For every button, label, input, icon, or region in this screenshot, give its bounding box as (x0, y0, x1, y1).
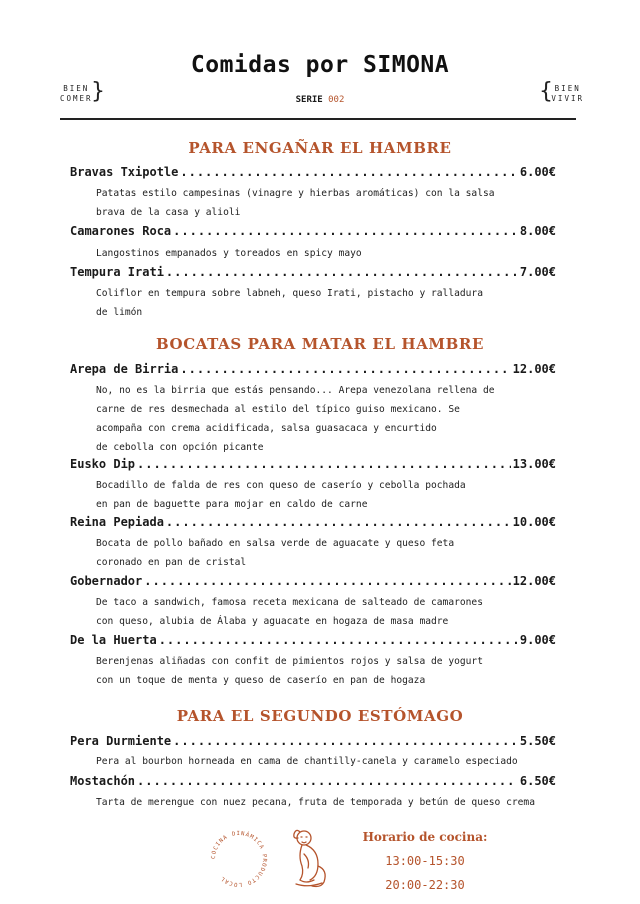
item-description: Coliflor en tempura sobre labneh, queso Irati, pistacho y ralladura de limón (96, 288, 483, 318)
item-description: No, no es la birria que estás pensando... Arepa venezolana rellena de carne de res desmechada al estilo del típico guiso mexicano. Se acompaña con crema acidificada, salsa guasacaca y encurtido de cebolla con opción picante (96, 385, 495, 453)
cocina-dinamica-logo-icon (200, 826, 278, 892)
item-price: 6.00€ (519, 165, 556, 179)
item-price: 7.00€ (519, 265, 556, 279)
leader-dots (159, 633, 518, 647)
section-title: BOCATAS PARA MATAR EL HAMBRE (155, 335, 485, 353)
serie-label: SERIE 002 (295, 95, 345, 105)
leader-dots (166, 265, 518, 279)
logo-ring-text: COCINA DINÁMICA PRODUCTO LOCAL (210, 830, 268, 888)
item-description: Bocadillo de falda de res con queso de caserío y cebolla pochada en pan de baguette para mojar en caldo de carne (96, 480, 466, 510)
item-description: Langostinos empanados y toreados en spicy mayo (96, 248, 362, 259)
menu-item (70, 165, 556, 179)
item-description: De taco a sandwich, famosa receta mexicana de salteado de camarones con queso, alubia de Álaba y aguacate en hogaza de masa madre (96, 597, 483, 627)
item-price: 12.00€ (512, 362, 556, 376)
item-name: Bravas Txipotle (70, 165, 179, 179)
menu-item (70, 362, 556, 376)
item-description: Pera al bourbon horneada en cama de chantilly-canela y caramelo especiado (96, 756, 518, 767)
item-price: 6.50€ (519, 774, 556, 788)
leader-dots (173, 734, 518, 748)
page-title: Comidas por SIMONA (190, 52, 450, 78)
section-title: PARA EL SEGUNDO ESTÓMAGO (176, 707, 464, 725)
svg-text:COCINA DINÁMICA PRODUCTO LOCAL (211, 831, 267, 887)
hours-title: Horario de cocina: (362, 830, 488, 844)
item-price: 13.00€ (512, 457, 556, 471)
menu-item (70, 515, 556, 529)
item-description: Patatas estilo campesinas (vinagre y hierbas aromáticas) con la salsa brava de la casa y alioli (96, 188, 495, 218)
menu-item (70, 633, 556, 647)
item-name: De la Huerta (70, 633, 157, 647)
kitchen-hours (340, 830, 510, 892)
item-price: 5.50€ (519, 734, 556, 748)
leader-dots (137, 457, 511, 471)
header-divider (60, 118, 576, 120)
leader-dots (180, 362, 510, 376)
item-description: Berenjenas aliñadas con confit de pimientos rojos y salsa de yogurt con un toque de menta y queso de caserío en pan de hogaza (96, 656, 483, 686)
leader-dots (137, 774, 518, 788)
menu-item (70, 734, 556, 748)
monkey-logo-icon (288, 826, 332, 892)
item-name: Pera Durmiente (70, 734, 172, 748)
bien-comer-tag: BIEN COMER } (60, 79, 105, 104)
item-description: Tarta de merengue con nuez pecana, fruta de temporada y betún de queso crema (96, 797, 535, 808)
menu-item (70, 457, 556, 471)
item-name: Reina Pepiada (70, 515, 164, 529)
item-name: Gobernador (70, 574, 143, 588)
item-price: 10.00€ (512, 515, 556, 529)
hours-lunch: 13:00-15:30 (385, 854, 465, 868)
menu-item (70, 574, 556, 588)
item-name: Mostachón (70, 774, 136, 788)
menu-item (70, 265, 556, 279)
item-price: 9.00€ (519, 633, 556, 647)
hours-dinner: 20:00-22:30 (385, 878, 465, 892)
leader-dots (173, 224, 518, 238)
item-name: Eusko Dip (70, 457, 136, 471)
leader-dots (166, 515, 511, 529)
section-title: PARA ENGAÑAR EL HAMBRE (188, 139, 452, 157)
item-name: Arepa de Birria (70, 362, 179, 376)
bien-vivir-tag: { BIEN VIVIR (539, 79, 584, 104)
brace-left-icon: { (539, 79, 553, 104)
menu-item (70, 224, 556, 238)
leader-dots (144, 574, 510, 588)
item-price: 12.00€ (512, 574, 556, 588)
brace-right-icon: } (91, 79, 105, 104)
leader-dots (180, 165, 518, 179)
item-name: Tempura Irati (70, 265, 164, 279)
item-price: 8.00€ (519, 224, 556, 238)
item-description: Bocata de pollo bañado en salsa verde de aguacate y queso feta coronado en pan de cristal (96, 538, 455, 568)
item-name: Camarones Roca (70, 224, 172, 238)
menu-item (70, 774, 556, 788)
